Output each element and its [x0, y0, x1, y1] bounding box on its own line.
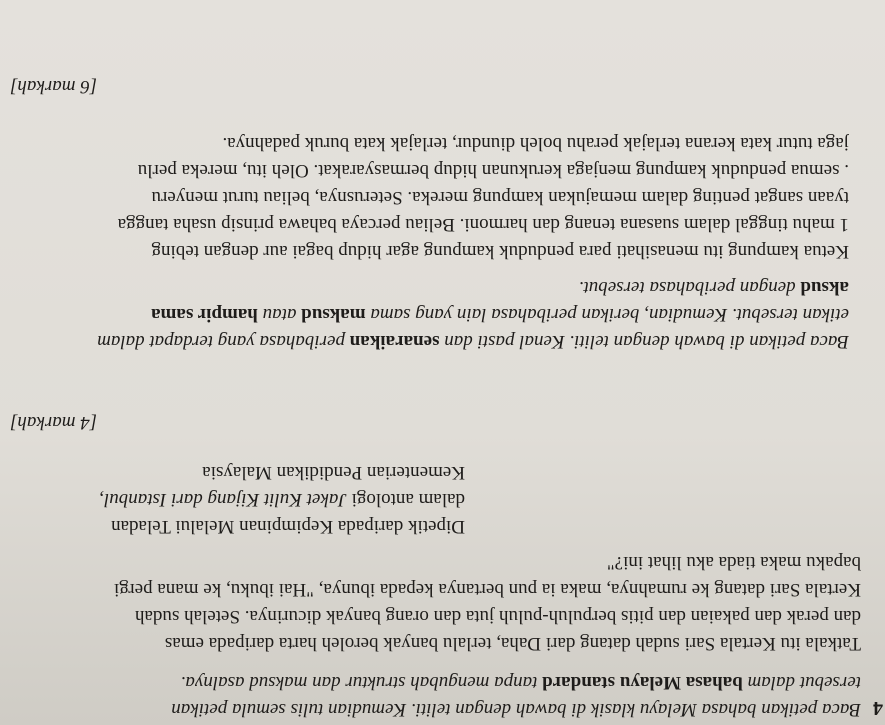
q5-instruction — [0, 274, 849, 355]
q4-instruction-line — [11, 669, 861, 696]
q5-instruction-text: atau — [257, 304, 302, 325]
source-line — [99, 486, 465, 513]
source-line: Kementerian Pendidikan Malaysia — [202, 462, 465, 483]
passage-line: Ketua kampung itu menasihati para penduduk kampung agar hidup bagai aur dengan tebing — [151, 241, 849, 262]
passage-line: tyaan sangat penting dalam memajukan kampung mereka. Seterusnya, beliau turut menyeru — [151, 187, 849, 208]
q4-source — [99, 459, 465, 540]
q4-instruction-text: tersebut dalam — [742, 672, 861, 693]
q5-instruction-line — [0, 301, 849, 328]
q5-instruction-emphasis: aksud — [800, 277, 849, 298]
q4-marks: [4 markah] — [10, 412, 98, 433]
passage-line: dan perak dan pakaian dan pitis berpuluh-puluh juta dan orang banyak dicurinya. Setelah sudah — [135, 606, 861, 627]
passage-line: Tatkala itu Kertala Sari sudah datang dari Daha, terlalu banyak beroleh harta daripada emas — [164, 633, 861, 654]
q5-instruction-emphasis: hampir sama — [151, 304, 258, 325]
q5-instruction-text: dengan peribahasa tersebut. — [578, 277, 801, 298]
q5-passage — [0, 130, 849, 265]
q5-instruction-line: Baca petikan di bawah dengan teliti. Kenal pasti dan senaraikan peribahasa yang terdapat dalam — [97, 331, 849, 352]
q5-marks: [6 markah] — [10, 76, 98, 97]
question-number: 4 — [873, 697, 883, 719]
source-line: Dipetik daripada Kepimpinan Melalui Teladan — [111, 516, 465, 537]
q4-instruction-text: tanpa mengubah struktur dan maksud asalnya. — [180, 672, 543, 693]
q4-instruction — [11, 669, 861, 723]
q5-instruction-line — [0, 274, 849, 301]
q5-instruction-emphasis: maksud — [301, 304, 366, 325]
q5-instruction-text: etikan tersebut. Kemudian, berikan peribahasa lain yang sama — [365, 304, 849, 325]
source-title: Jaket Kulit Kijang dari Istanbul, — [99, 489, 347, 510]
passage-line: jaga tutur kata kerana terlajak perahu boleh diundur, terlajak kata buruk padahnya. — [222, 133, 849, 154]
q4-instruction-emphasis: bahasa Melayu standard — [542, 672, 743, 693]
passage-line: Kertala Sari datang ke rumahnya, maka ia pun bertanya kepada ibunya, "Hai ibuku, ke mana pergi — [113, 579, 861, 600]
q4-instruction-line: Baca petikan bahasa Melayu klasik di bawah dengan teliti. Kemudian tulis semula petikan — [171, 699, 861, 720]
source-text: dalam antologi — [346, 489, 465, 510]
q5-instruction-emphasis: senaraikan — [349, 331, 440, 352]
q4-passage — [16, 549, 861, 657]
passage-line: 1 mahu tinggal dalam suasana tenang dan harmoni. Beliau percaya bahawa prinsip usaha tangga — [117, 214, 849, 235]
passage-line: bapaku maka tiada aku lihat ini?" — [606, 552, 861, 573]
passage-line: . semua penduduk kampung menjaga kerukunan hidup bermasyarakat. Oleh itu, mereka perlu — [137, 160, 849, 181]
